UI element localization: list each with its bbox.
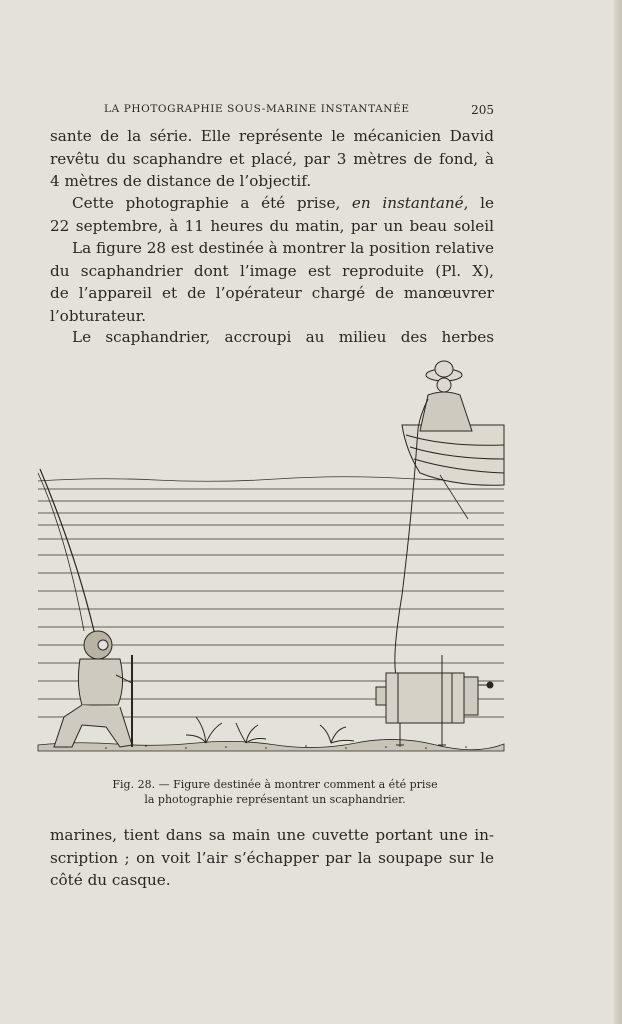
boat-operator: [418, 361, 472, 431]
text-segment: Cette photographie a été prise,: [72, 194, 352, 212]
italic-text: en instantané: [351, 194, 464, 212]
text-line: scription ; on voit l’air s’échapper par la soupape sur le: [50, 848, 494, 867]
page-edge: [614, 0, 622, 1024]
text-line: du scaphandrier dont l’image est reproduite (Pl. X),: [50, 261, 494, 280]
camera-apparatus: [376, 655, 493, 747]
page-number: 205: [471, 103, 494, 117]
figure-illustration: [36, 355, 506, 773]
diver: [54, 631, 132, 747]
air-hose: [40, 469, 94, 631]
text-line: de l’appareil et de l’opérateur chargé de manœuvrer: [50, 284, 494, 302]
text-line: revêtu du scaphandre et placé, par 3 mètres de fond, à: [50, 149, 494, 168]
sea-floor: [38, 739, 504, 751]
paragraph-2: [50, 192, 494, 237]
text-line: [50, 192, 494, 215]
text-line: côté du casque.: [50, 871, 171, 889]
text-line: La figure 28 est destinée à montrer la position relative: [72, 239, 494, 257]
shutter-cord: [395, 429, 418, 675]
text-line: l’obturateur.: [50, 306, 147, 325]
text-line: 4 mètres de distance de l’objectif.: [50, 172, 312, 190]
text-line: sante de la série. Elle représente le mécanicien David: [50, 127, 494, 145]
text-line: 22 septembre, à 11 heures du matin, par un beau soleil: [50, 216, 494, 235]
paragraph-4: [50, 326, 494, 349]
paragraph-3: [50, 237, 494, 327]
text-line: Le scaphandrier, accroupi au milieu des herbes: [72, 328, 494, 346]
text-line: marines, tient dans sa main une cuvette portant une in-: [50, 826, 494, 844]
running-head-title: LA PHOTOGRAPHIE SOUS-MARINE INSTANTANÉE: [104, 103, 410, 115]
figure-caption: [60, 778, 490, 807]
seaweed: [186, 717, 354, 743]
running-head: [104, 103, 494, 117]
paragraph-5: [50, 824, 494, 892]
text-segment: , le: [463, 194, 494, 212]
caption-line: Fig. 28. — Figure destinée à montrer comment a été prise: [112, 778, 438, 791]
paragraph-1: [50, 125, 494, 193]
caption-line: la photographie représentant un scaphandrier.: [144, 792, 406, 806]
